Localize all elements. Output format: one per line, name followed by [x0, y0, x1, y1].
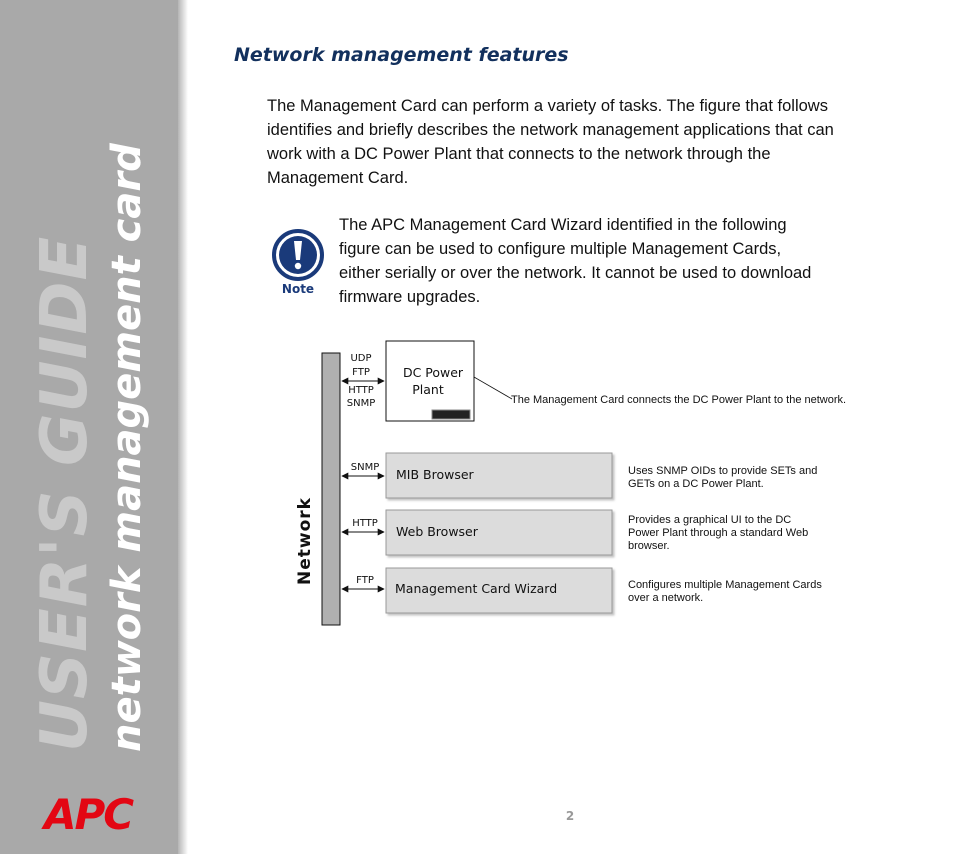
logo-text: APC: [43, 793, 133, 833]
dc-power-plant-line1: DC Power: [402, 365, 464, 380]
network-diagram: [288, 335, 888, 635]
mib-browser-label: MIB Browser: [396, 467, 474, 482]
protocol-label-snmp: SNMP: [350, 462, 380, 473]
mib-browser-desc-1: Uses SNMP OIDs to provide SETs and: [628, 465, 818, 477]
page-number: 2: [565, 809, 575, 823]
protocol-label-http: HTTP: [352, 518, 378, 529]
power-plant-callout: The Management Card connects the DC Power Plant to the network.: [511, 394, 847, 406]
wizard-label: Management Card Wizard: [395, 581, 558, 596]
network-bar: [322, 353, 340, 625]
dc-power-plant-line2: Plant: [412, 382, 444, 397]
sidebar-title: USER'S GUIDE: [28, 235, 102, 752]
protocol-udp: UDP: [350, 353, 372, 364]
web-browser-label: Web Browser: [396, 524, 478, 539]
sidebar: [0, 0, 178, 854]
note-icon: [270, 227, 326, 297]
protocol-http: HTTP: [348, 385, 374, 396]
callout-line: [474, 377, 512, 399]
web-browser-desc-2: Power Plant through a standard Web: [628, 527, 809, 539]
management-card-slot: [432, 410, 470, 419]
intro-paragraph: The Management Card can perform a variety of tasks. The figure that follows identifies and briefly describes the network management applications that can work with a DC Power Plant that connects to the network through the Management Card.: [267, 97, 834, 187]
sidebar-edge: [178, 0, 188, 854]
web-browser-desc-3: browser.: [628, 540, 670, 552]
protocol-label-ftp: FTP: [356, 575, 374, 586]
wizard-desc-1: Configures multiple Management Cards: [628, 579, 822, 591]
note-icon-label: Note: [281, 282, 315, 296]
mib-browser-desc-2: GETs on a DC Power Plant.: [628, 478, 764, 490]
sidebar-subtitle: network management card: [104, 143, 150, 752]
section-heading: Network management features: [234, 44, 569, 66]
web-browser-desc-1: Provides a graphical UI to the DC: [628, 514, 792, 526]
network-label: Network: [295, 497, 315, 585]
protocol-ftp: FTP: [352, 367, 370, 378]
protocol-snmp: SNMP: [346, 398, 376, 409]
apc-logo: [16, 793, 161, 833]
dc-power-plant-box: [386, 341, 474, 421]
wizard-desc-2: over a network.: [628, 592, 704, 604]
note-text: The APC Management Card Wizard identified in the following figure can be used to configure multiple Management Cards, either serially or over the network. It cannot be used to download firmware upgrades.: [339, 216, 812, 306]
